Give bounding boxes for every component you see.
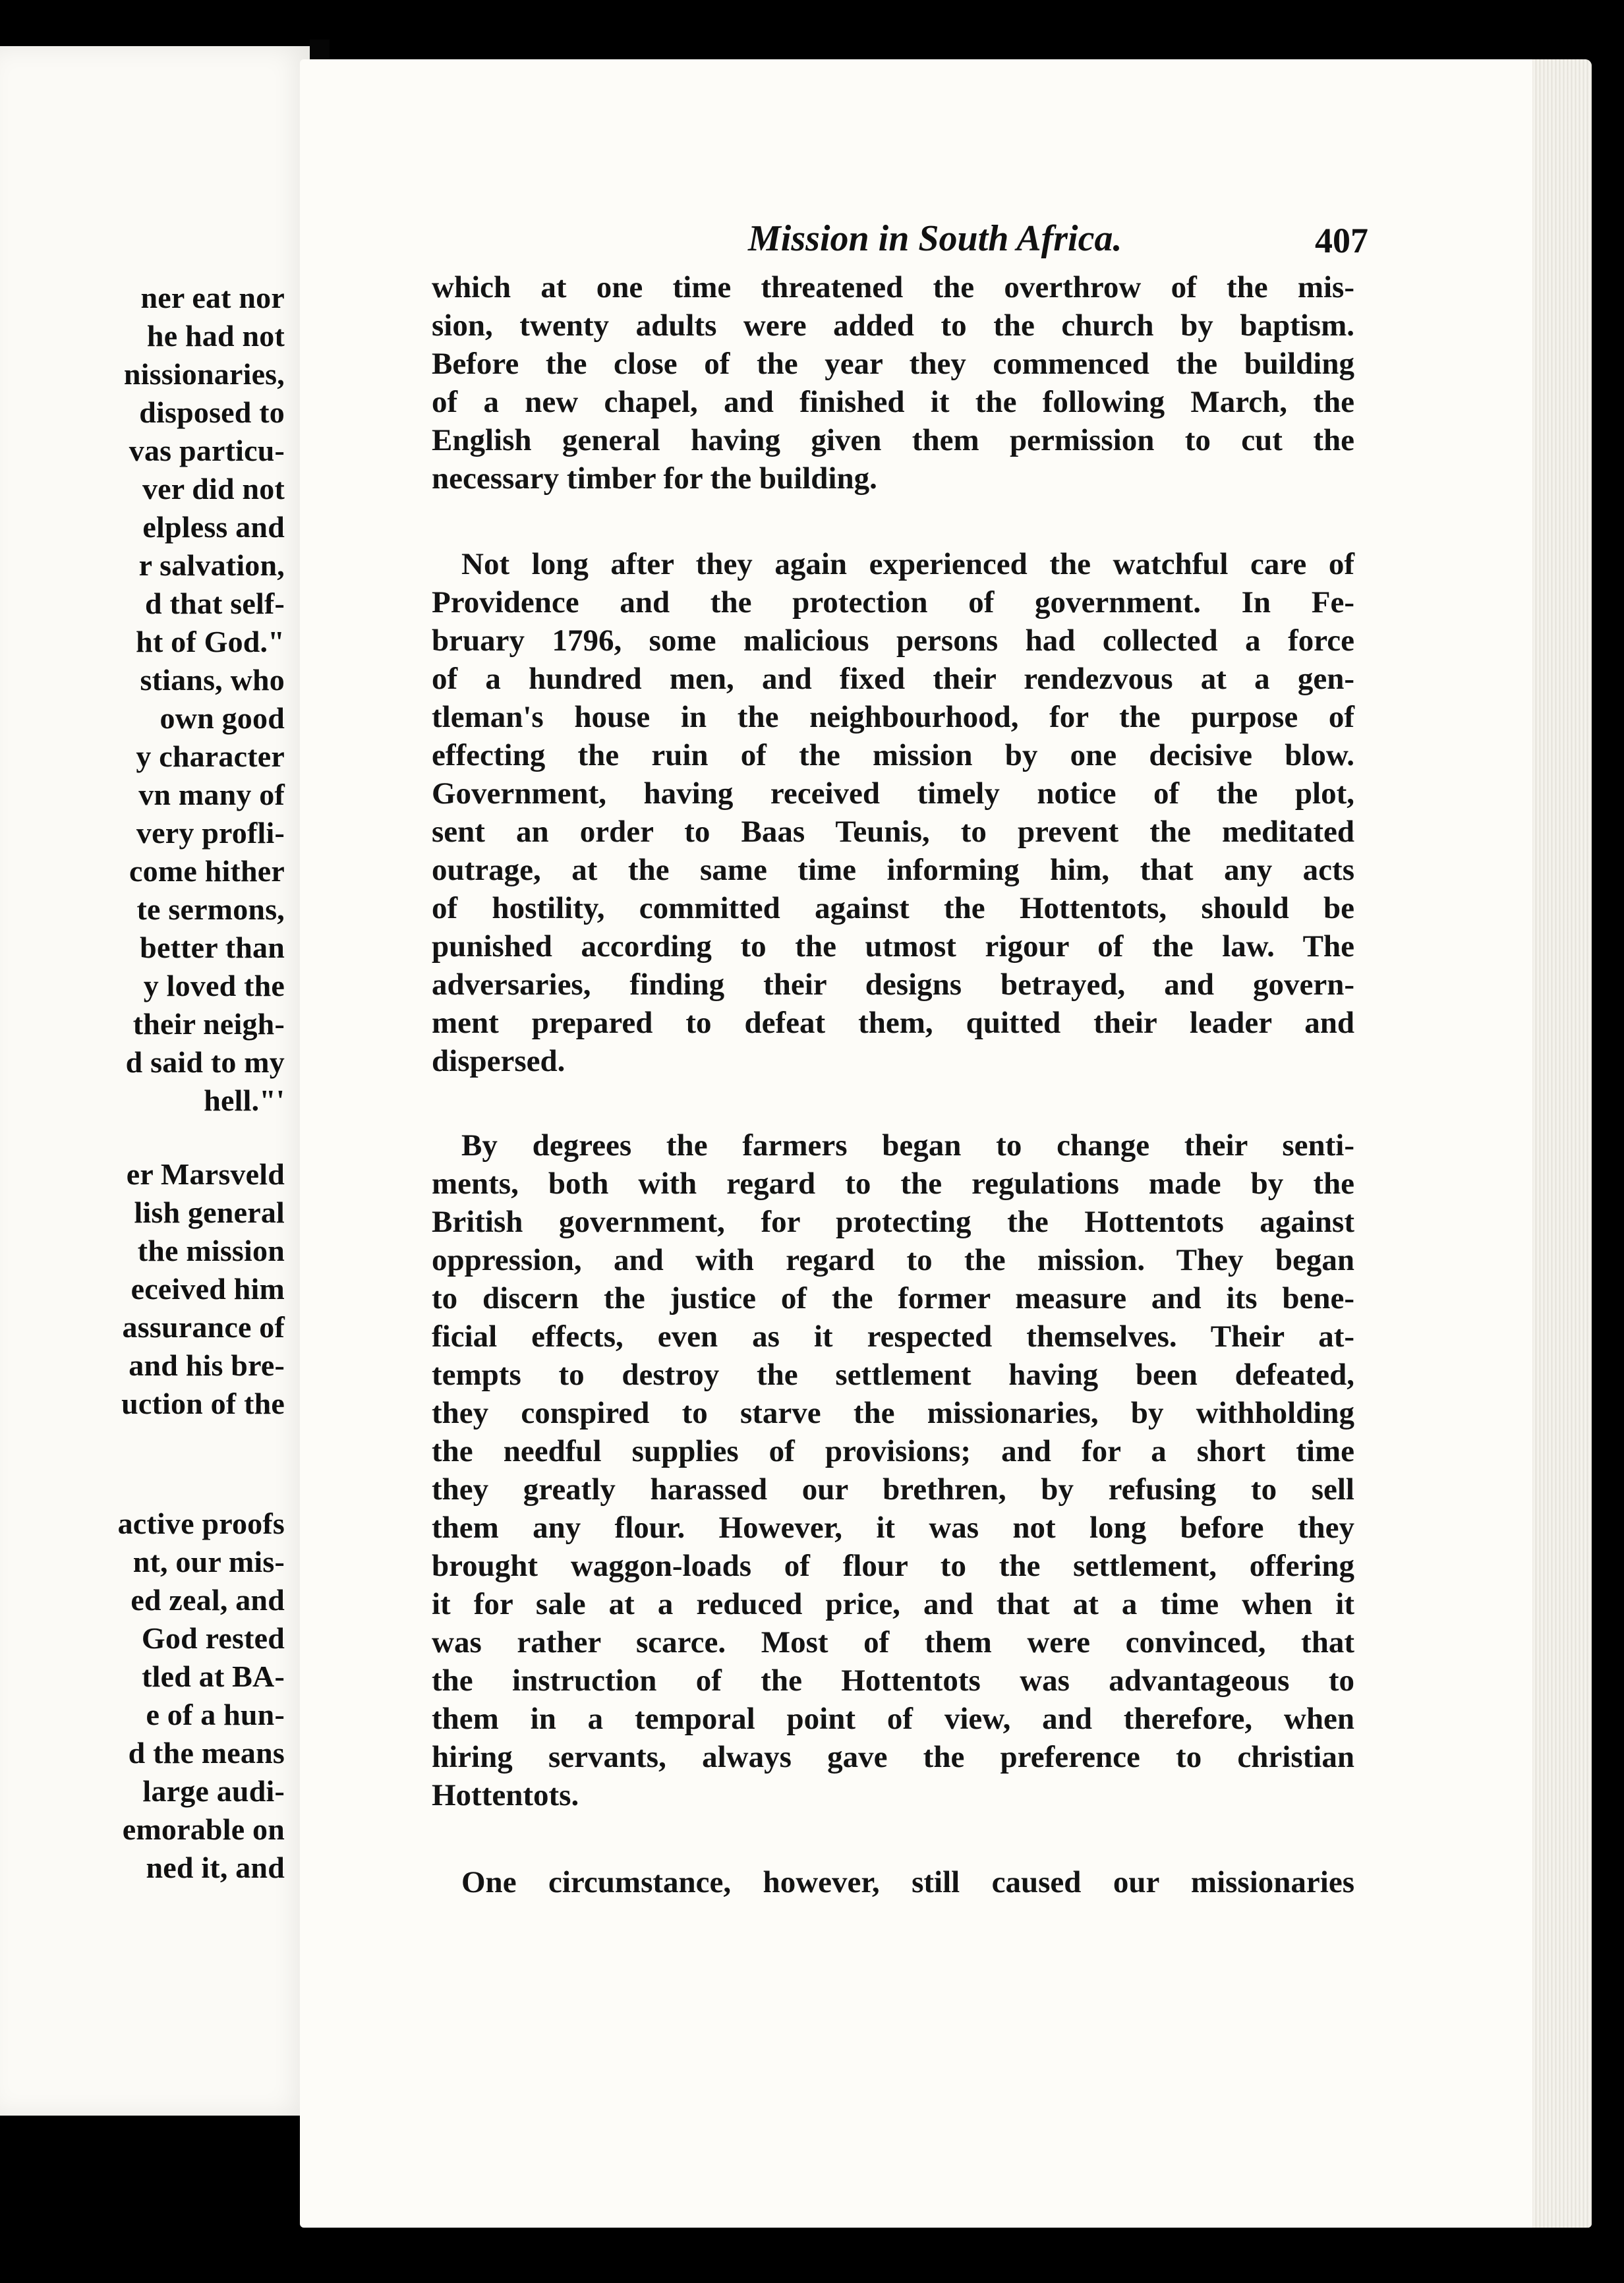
text-line: sion, twenty adults were added to the church by baptism. xyxy=(432,308,1354,343)
left-page-line: vas particu- xyxy=(129,434,285,467)
text-line: Before the close of the year they commenced the building xyxy=(432,347,1354,381)
left-page-line: the mission xyxy=(137,1234,285,1267)
left-page xyxy=(0,46,312,2116)
left-page-line: te sermons, xyxy=(136,892,285,926)
left-page-line: ht of God." xyxy=(136,625,285,658)
left-page-line: ner eat nor xyxy=(140,281,285,314)
text-line: Hottentots. xyxy=(432,1778,579,1812)
text-line: effecting the ruin of the mission by one decisive blow. xyxy=(432,738,1354,772)
text-line: One circumstance, however, still caused our missionaries xyxy=(461,1865,1354,1899)
text-line: of hostility, committed against the Hottentots, should be xyxy=(432,891,1354,925)
text-line: British government, for protecting the Hottentots against xyxy=(432,1205,1354,1239)
left-page-line: stians, who xyxy=(140,663,285,697)
text-line: bruary 1796, some malicious persons had collected a force xyxy=(432,623,1354,658)
text-line: dispersed. xyxy=(432,1044,566,1078)
text-line: outrage, at the same time informing him, that any acts xyxy=(432,853,1354,887)
left-page-line: he had not xyxy=(146,319,285,353)
left-page-line: d the means xyxy=(128,1736,285,1770)
left-page-line: large audi- xyxy=(142,1774,285,1808)
text-line: the instruction of the Hottentots was advantageous to xyxy=(432,1663,1354,1698)
text-line: Not long after they again experienced the watchful care of xyxy=(461,547,1354,581)
text-line: ments, both with regard to the regulations made by the xyxy=(432,1167,1354,1201)
text-line: Government, having received timely notice of the plot, xyxy=(432,776,1354,811)
text-line: tempts to destroy the settlement having been defeated, xyxy=(432,1358,1354,1392)
text-line: Providence and the protection of government. In Fe- xyxy=(432,585,1354,620)
text-line: tleman's house in the neighbourhood, for the purpose of xyxy=(432,700,1354,734)
left-page-line: active proofs xyxy=(117,1507,285,1540)
left-page-line: uction of the xyxy=(121,1387,285,1420)
text-line: ficial effects, even as it respected themselves. Their at- xyxy=(432,1319,1354,1354)
page-header xyxy=(300,217,1592,270)
page-number: 407 xyxy=(1315,221,1368,260)
text-line: they greatly harassed our brethren, by refusing to sell xyxy=(432,1472,1354,1507)
text-line: By degrees the farmers began to change their senti- xyxy=(461,1128,1354,1163)
text-line: the needful supplies of provisions; and for a short time xyxy=(432,1434,1354,1468)
left-page-line: eceived him xyxy=(130,1272,285,1306)
left-page-line: lish general xyxy=(134,1196,285,1229)
left-page-line: vn many of xyxy=(138,778,285,811)
text-line: adversaries, finding their designs betrayed, and govern- xyxy=(432,968,1354,1002)
running-head: Mission in South Africa. xyxy=(748,218,1122,259)
left-page-line: hell."' xyxy=(204,1084,285,1117)
text-line: brought waggon-loads of flour to the settlement, offering xyxy=(432,1549,1354,1583)
text-line: they conspired to starve the missionaries, by withholding xyxy=(432,1396,1354,1430)
text-line: of a new chapel, and finished it the following March, the xyxy=(432,385,1354,419)
text-line: punished according to the utmost rigour of the law. The xyxy=(432,929,1354,964)
left-page-line: er Marsveld xyxy=(126,1157,285,1191)
left-page-line: d that self- xyxy=(145,587,285,620)
left-page-line: e of a hun- xyxy=(146,1698,285,1731)
left-page-line: own good xyxy=(160,701,285,735)
left-page-line: y loved the xyxy=(143,969,285,1002)
left-page-line: God rested xyxy=(141,1621,285,1655)
text-line: which at one time threatened the overthrow of the mis- xyxy=(432,270,1354,304)
right-page xyxy=(300,59,1592,2228)
left-page-line: tled at BA- xyxy=(142,1660,285,1693)
left-page-line: ned it, and xyxy=(146,1851,285,1884)
left-page-line: r salvation, xyxy=(138,548,285,582)
text-line: it for sale at a reduced price, and that at a time when it xyxy=(432,1587,1354,1621)
text-line: them any flour. However, it was not long before they xyxy=(432,1511,1354,1545)
left-page-line: nt, our mis- xyxy=(132,1545,285,1578)
text-line: necessary timber for the building. xyxy=(432,461,877,496)
left-page-line: ed zeal, and xyxy=(130,1583,285,1617)
left-page-line: very profli- xyxy=(136,816,285,850)
left-page-line: disposed to xyxy=(139,395,285,429)
text-line: English general having given them permission to cut the xyxy=(432,423,1354,457)
left-page-line: d said to my xyxy=(125,1045,285,1079)
left-page-line: y character xyxy=(136,739,285,773)
left-page-line: assurance of xyxy=(122,1310,285,1344)
left-page-line: their neigh- xyxy=(132,1007,285,1041)
text-line: sent an order to Baas Teunis, to prevent the meditated xyxy=(432,815,1354,849)
left-page-line: nissionaries, xyxy=(123,357,285,391)
text-line: of a hundred men, and fixed their rendezvous at a gen- xyxy=(432,662,1354,696)
text-line: to discern the justice of the former measure and its bene- xyxy=(432,1281,1354,1315)
text-line: oppression, and with regard to the mission. They began xyxy=(432,1243,1354,1277)
text-line: hiring servants, always gave the preference to christian xyxy=(432,1740,1354,1774)
text-line: ment prepared to defeat them, quitted their leader and xyxy=(432,1006,1354,1040)
text-line: was rather scarce. Most of them were convinced, that xyxy=(432,1625,1354,1660)
left-page-line: come hither xyxy=(129,854,285,888)
left-page-line: ver did not xyxy=(142,472,285,506)
left-page-line: and his bre- xyxy=(129,1348,285,1382)
text-line: them in a temporal point of view, and therefore, when xyxy=(432,1702,1354,1736)
left-page-line: better than xyxy=(140,931,285,964)
left-page-line: elpless and xyxy=(142,510,285,544)
left-page-line: emorable on xyxy=(122,1812,285,1846)
page-edges xyxy=(1532,59,1592,2228)
